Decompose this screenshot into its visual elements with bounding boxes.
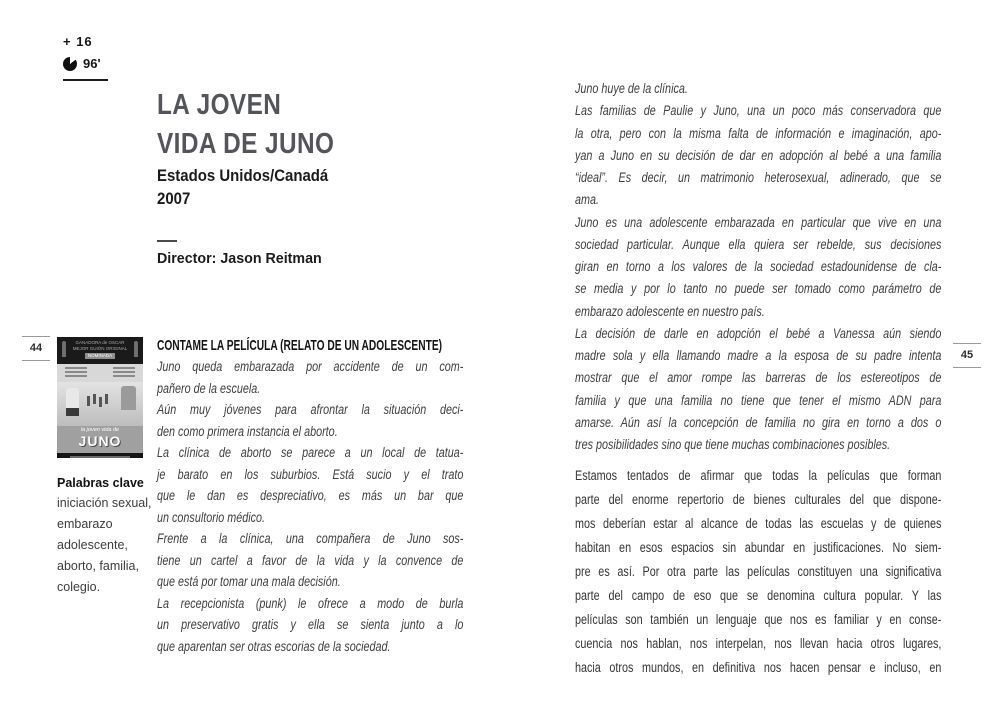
text-line: que le dan es despreciativo, es más un bar que (157, 488, 464, 503)
poster-credits (57, 364, 143, 382)
text-line: Las familias de Paulie y Juno, una un poco más conservadora que (575, 103, 942, 119)
left-column-text (157, 356, 463, 657)
keywords-heading: Palabras clave (57, 476, 144, 490)
list-item: embarazo (57, 517, 113, 531)
poster-credit-right (113, 367, 135, 382)
text-line: hacia otros mundos, en definitiva nos hacen pensar e incluso, en (575, 660, 942, 675)
list-item: colegio. (57, 580, 101, 594)
divider (63, 79, 108, 81)
film-title-line1: LA JOVEN (157, 89, 282, 121)
girl-figure (121, 386, 136, 410)
movie-poster (57, 337, 143, 458)
divider (22, 360, 50, 361)
text-line: tres posibilidades sino que tiene muchas combinaciones posibles. (575, 437, 891, 452)
poster-bottom-band (57, 453, 143, 458)
text-line: mostrar que el amor rompe las barreras de los estereotipos de (575, 370, 942, 386)
poster-credit-left (65, 367, 87, 382)
section-heading: CONTAME LA PELÍCULA (RELATO DE UN ADOLESCENTE) (157, 337, 443, 354)
film-title-line2: VIDA DE JUNO (157, 128, 335, 160)
text-line: je barato en los suburbios. Está sucio y el trato (157, 466, 464, 482)
text-line: parte del campo de eso que se denomina cultura popular. Y las (575, 588, 942, 603)
poster-title-area (57, 426, 143, 453)
text-line: embarazo adolescente en nuestro país. (575, 303, 765, 319)
keywords-list (57, 493, 152, 598)
oscar-statuette-icon (62, 341, 66, 357)
text-line: se media y por lo tanto no puede ser tomado como parámetro de (575, 281, 942, 297)
keywords-block (57, 476, 152, 598)
list-item: iniciación sexual, (57, 496, 152, 510)
right-column-regular-text (575, 464, 941, 680)
poster-photo (57, 382, 143, 426)
divider-dash (157, 240, 177, 242)
text-line: La recepcionista (punk) le ofrece a modo de burla (157, 595, 464, 611)
text-line: sociedad particular. Aunque ella quiera ser rebelde, sus decisiones (575, 236, 942, 252)
poster-title: JUNO (78, 433, 122, 449)
background-figure (105, 394, 108, 404)
text-line: que está por tomar una mala decisión. (157, 574, 341, 589)
text-line: den como primera instancia el aborto. (157, 423, 338, 439)
text-line: mos deberían estar al alcance de todas las escuelas y de quienes (575, 516, 942, 531)
text-line: tiene un cartel a favor de la vida y la convence de (157, 552, 464, 568)
text-line: ama. (575, 192, 600, 208)
text-line: Juno huye de la clínica. (575, 81, 688, 96)
poster-award-line2: MEJOR GUIÓN ORIGINAL (72, 346, 128, 351)
text-line: yan a Juno en su decisión de dar en adopción al bebé a una familia (575, 147, 942, 163)
poster-award-line3: NOMINADA (85, 353, 115, 359)
background-figure (87, 396, 90, 406)
poster-award-line1: GANADORA de OSCAR (75, 340, 125, 345)
age-rating: + 16 (63, 34, 93, 49)
text-line: parte del enorme repertorio de bienes culturales del que dispone- (575, 492, 942, 507)
text-line: la otra, pero con la misma falta de información e imaginación, apo- (575, 125, 942, 141)
poster-award-band (57, 337, 143, 364)
text-line: un consultorio médico. (157, 509, 266, 525)
right-column-italic-text (575, 78, 941, 456)
film-country: Estados Unidos/Canadá (157, 166, 329, 185)
boy-figure (66, 388, 79, 416)
background-figure (99, 397, 102, 407)
film-year: 2007 (157, 189, 191, 208)
text-line: familia y que una familia no tiene que tener el mismo ADN para (575, 392, 942, 408)
text-line: películas son también un lenguaje que nos es familiar y en conse- (575, 612, 942, 627)
text-line: Frente a la clínica, una compañera de Juno sos- (157, 531, 464, 546)
text-line: “ideal”. Es decir, un matrimonio heterosexual, adinerado, que se (575, 170, 942, 185)
text-line: pañero de la escuela. (157, 380, 261, 396)
text-line: Juno es una adolescente embarazada en particular que vive en una (575, 214, 942, 230)
duration: 96' (83, 56, 101, 71)
text-line: La clínica de aborto se parece a un local de tatua- (157, 445, 464, 460)
film-title (157, 86, 368, 164)
page-number-right: 45 (953, 343, 981, 368)
list-item: aborto, familia, (57, 559, 139, 573)
text-line: giran en torno a los valores de la sociedad estadounidense de cla- (575, 259, 942, 274)
text-line: pre es así. Por otra parte las películas constituyen una significativa (575, 564, 942, 579)
text-line: Aún muy jóvenes para afrontar la situación deci- (157, 402, 464, 417)
clock-icon (63, 57, 77, 71)
text-line: que aparentan ser otras escorias de la sociedad. (157, 638, 391, 654)
text-line: habitan en esos espacios sin abundar en justificaciones. No siem- (575, 540, 942, 555)
oscar-statuette-icon (134, 341, 138, 357)
divider (953, 367, 981, 368)
rating-block (63, 34, 108, 81)
poster-script-line: la joven vida de (80, 427, 120, 433)
text-line: La decisión de darle en adopción el bebé a Vanessa aún siendo (575, 325, 942, 341)
background-figure (93, 394, 96, 404)
text-line: Estamos tentados de afirmar que todas la películas que forman (575, 468, 942, 483)
text-line: cuencia nos hablan, nos interpelan, nos llevan hacia otros lugares, (575, 636, 942, 651)
list-item: adolescente, (57, 538, 128, 552)
text-line: un preservativo gratis y ella se sienta junto a lo (157, 617, 464, 632)
text-line: Juno queda embarazada por accidente de un com- (157, 359, 464, 374)
page-number-left: 44 (22, 336, 50, 361)
film-director: Director: Jason Reitman (157, 250, 322, 267)
text-line: madre sola y ella llamando madre a la esposa de su padre intenta (575, 348, 942, 363)
text-line: amarse. Aún así la concepción de familia no gira en torno a dos o (575, 414, 942, 430)
